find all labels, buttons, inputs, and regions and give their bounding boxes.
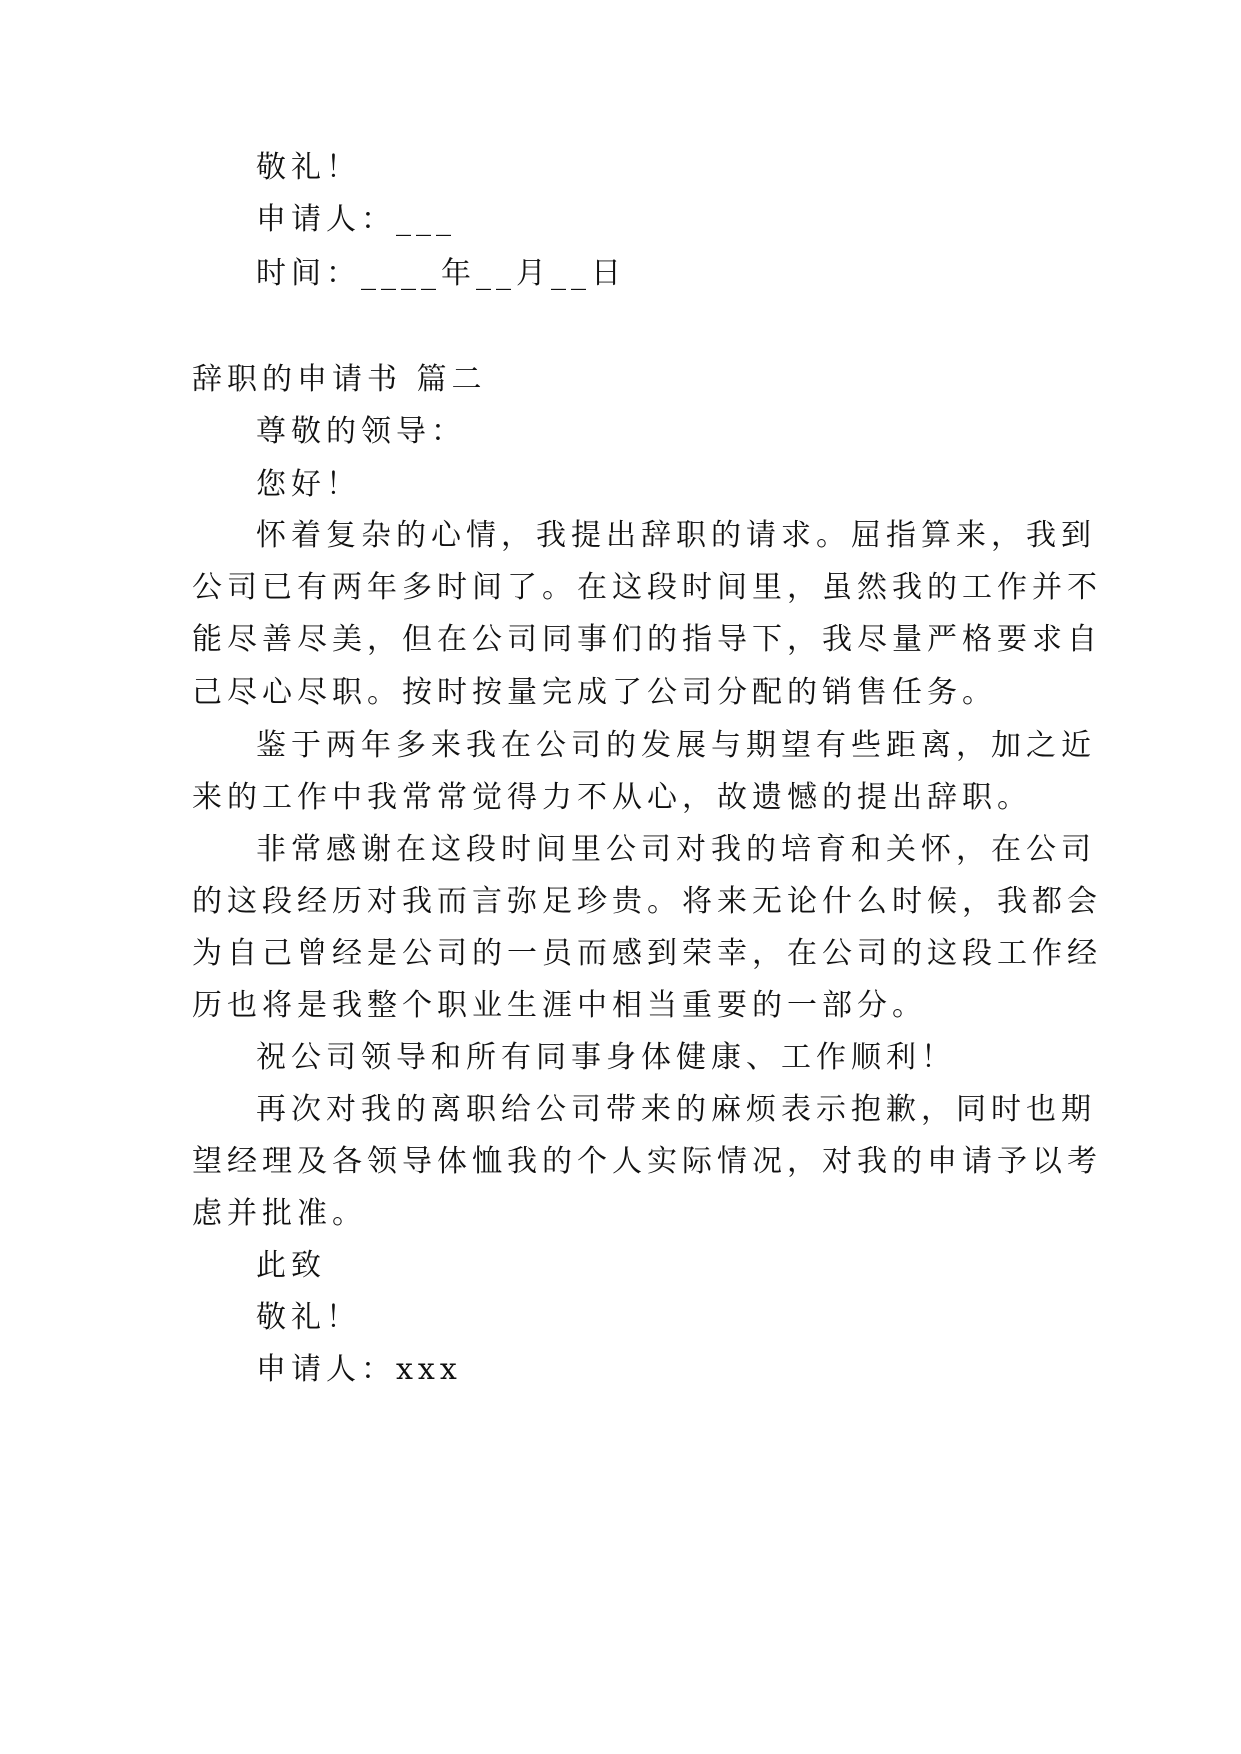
paragraph-3-line-1: 非常感谢在这段时间里公司对我的培育和关怀，在公司 xyxy=(256,832,1096,867)
applicant-line-bottom: 申请人：xxx xyxy=(256,1352,462,1387)
paragraph-2-line-1: 鉴于两年多来我在公司的发展与期望有些距离，加之近 xyxy=(256,728,1096,763)
hello-line: 您好！ xyxy=(256,467,361,502)
paragraph-1-line-4: 己尽心尽职。按时按量完成了公司分配的销售任务。 xyxy=(192,675,997,710)
paragraph-4-line-1: 祝公司领导和所有同事身体健康、工作顺利！ xyxy=(256,1040,956,1075)
date-line-top: 时间：____年__月__日 xyxy=(256,256,626,291)
paragraph-2-line-2: 来的工作中我常常觉得力不从心，故遗憾的提出辞职。 xyxy=(192,780,1032,815)
paragraph-1-line-1: 怀着复杂的心情，我提出辞职的请求。屈指算来，我到 xyxy=(256,518,1096,553)
closing-salute-top: 敬礼！ xyxy=(256,150,361,185)
paragraph-1-line-3: 能尽善尽美，但在公司同事们的指导下，我尽量严格要求自 xyxy=(192,622,1102,657)
paragraph-3-line-4: 历也将是我整个职业生涯中相当重要的一部分。 xyxy=(192,988,927,1023)
paragraph-5-line-1: 再次对我的离职给公司带来的麻烦表示抱歉，同时也期 xyxy=(256,1092,1096,1127)
greeting-line: 尊敬的领导： xyxy=(256,414,466,449)
paragraph-5-line-3: 虑并批准。 xyxy=(192,1196,367,1231)
closing-line-2: 敬礼！ xyxy=(256,1300,361,1335)
paragraph-3-line-3: 为自己曾经是公司的一员而感到荣幸，在公司的这段工作经 xyxy=(192,936,1102,971)
paragraph-3-line-2: 的这段经历对我而言弥足珍贵。将来无论什么时候，我都会 xyxy=(192,884,1102,919)
paragraph-1-line-2: 公司已有两年多时间了。在这段时间里，虽然我的工作并不 xyxy=(192,570,1102,605)
closing-line-1: 此致 xyxy=(256,1248,326,1283)
paragraph-5-line-2: 望经理及各领导体恤我的个人实际情况，对我的申请予以考 xyxy=(192,1144,1102,1179)
section-heading: 辞职的申请书 篇二 xyxy=(192,362,487,397)
applicant-line-top: 申请人：___ xyxy=(256,202,456,237)
